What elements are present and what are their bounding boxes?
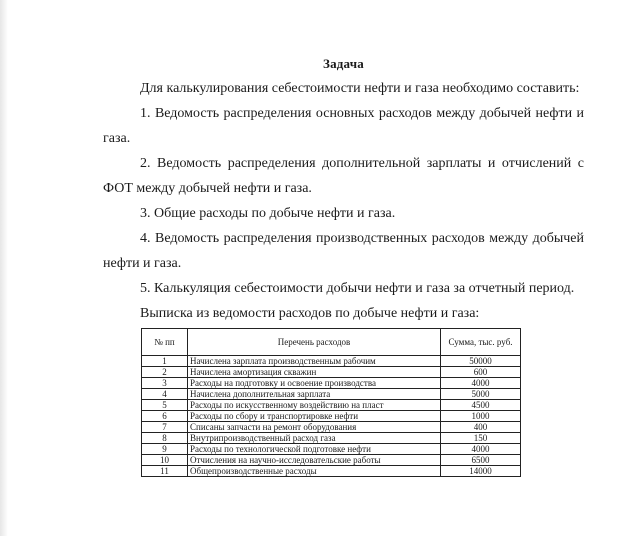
- row-expense: Начислена амортизация скважин: [188, 367, 441, 378]
- row-expense: Внутрипроизводственный расход газа: [188, 433, 441, 444]
- list-item-3: 3. Общие расходы по добыче нефти и газа.: [140, 206, 396, 221]
- document-body: [103, 56, 584, 477]
- page-shadow: [0, 0, 8, 536]
- row-expense: Списаны запчасти на ремонт оборудования: [188, 422, 441, 433]
- row-amount: 600: [441, 367, 521, 378]
- row-amount: 6500: [441, 455, 521, 466]
- table-row: [142, 378, 521, 389]
- row-expense: Начислена зарплата производственным рабочим: [188, 356, 441, 367]
- intro-paragraph: Для калькулирования себестоимости нефти и газа необходимо составить:: [140, 81, 580, 96]
- table-row: [142, 400, 521, 411]
- table-row: [142, 444, 521, 455]
- table-row: [142, 466, 521, 477]
- row-number: 7: [142, 422, 188, 433]
- row-expense: Общепроизводственные расходы: [188, 466, 441, 477]
- list-item-5: 5. Калькуляция себестоимости добычи нефти и газа за отчетный период.: [140, 281, 575, 296]
- row-amount: 4500: [441, 400, 521, 411]
- table-row: [142, 411, 521, 422]
- row-expense: Расходы по сбору и транспортировке нефти: [188, 411, 441, 422]
- table-row: [142, 389, 521, 400]
- row-amount: 400: [441, 422, 521, 433]
- row-number: 3: [142, 378, 188, 389]
- row-expense: Расходы по технологической подготовке нефти: [188, 444, 441, 455]
- expense-table: [141, 328, 521, 477]
- row-number: 10: [142, 455, 188, 466]
- table-row: [142, 356, 521, 367]
- row-amount: 14000: [441, 466, 521, 477]
- row-number: 5: [142, 400, 188, 411]
- row-number: 9: [142, 444, 188, 455]
- table-row: [142, 433, 521, 444]
- row-number: 2: [142, 367, 188, 378]
- table-header-row: [142, 329, 521, 356]
- list-item-2: 2. Ведомость распределения дополнительной зарплаты и отчислений с ФОТ между добычей нефти и газа.: [103, 156, 584, 196]
- row-amount: 5000: [441, 389, 521, 400]
- expense-table-wrap: [141, 328, 584, 477]
- list-item-1: 1. Ведомость распределения основных расходов между добычей нефти и газа.: [103, 106, 584, 146]
- table-row: [142, 367, 521, 378]
- row-amount: 1000: [441, 411, 521, 422]
- row-number: 8: [142, 433, 188, 444]
- row-number: 4: [142, 389, 188, 400]
- row-amount: 4000: [441, 378, 521, 389]
- row-expense: Начислена дополнительная зарплата: [188, 389, 441, 400]
- header-amount: Сумма, тыс. руб.: [441, 329, 521, 356]
- table-caption: Выписка из ведомости расходов по добыче нефти и газа:: [140, 306, 480, 321]
- list-item-4: 4. Ведомость распределения производственных расходов между добычей нефти и газа.: [103, 231, 584, 271]
- header-number: № пп: [142, 329, 188, 356]
- table-row: [142, 422, 521, 433]
- row-number: 11: [142, 466, 188, 477]
- row-amount: 150: [441, 433, 521, 444]
- row-amount: 50000: [441, 356, 521, 367]
- row-number: 1: [142, 356, 188, 367]
- row-amount: 4000: [441, 444, 521, 455]
- header-expense-list: Перечень расходов: [188, 329, 441, 356]
- row-number: 6: [142, 411, 188, 422]
- row-expense: Расходы по искусственному воздействию на пласт: [188, 400, 441, 411]
- row-expense: Расходы на подготовку и освоение производства: [188, 378, 441, 389]
- table-row: [142, 455, 521, 466]
- document-title: Задача: [323, 56, 364, 71]
- row-expense: Отчисления на научно-исследовательские работы: [188, 455, 441, 466]
